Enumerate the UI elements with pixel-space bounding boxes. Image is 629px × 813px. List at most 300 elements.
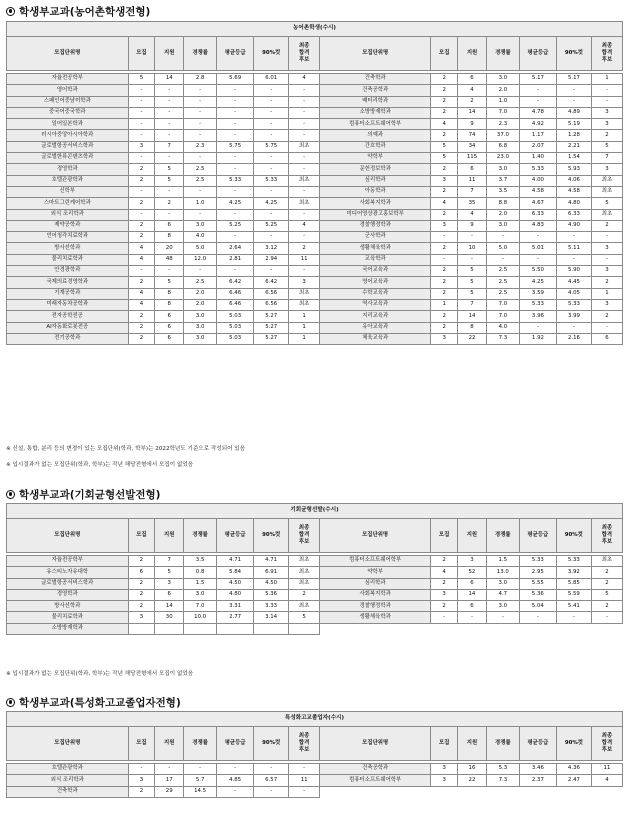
90-cut-cell: - bbox=[254, 232, 289, 243]
90-cut-cell: 4.45 bbox=[556, 277, 591, 288]
applicants-cell: 6 bbox=[458, 601, 487, 612]
avg-grade-cell: 1.17 bbox=[519, 130, 556, 141]
quota-cell: 2 bbox=[128, 556, 155, 567]
column-header-ratio: 경쟁률 bbox=[486, 727, 519, 761]
header-row bbox=[7, 727, 623, 761]
section-title-vocational bbox=[6, 695, 181, 709]
avg-grade-cell: 4.80 bbox=[217, 589, 254, 600]
final-cell: 5 bbox=[591, 141, 622, 152]
90-cut-cell: - bbox=[254, 153, 289, 164]
name-cell: 자율전공학부 bbox=[7, 556, 129, 567]
ratio-cell: - bbox=[184, 107, 217, 118]
applicants-cell: - bbox=[458, 232, 487, 243]
quota-cell: 2 bbox=[431, 556, 458, 567]
final-cell: - bbox=[289, 107, 320, 118]
final-cell: - bbox=[591, 254, 622, 265]
ratio-cell: - bbox=[184, 85, 217, 96]
table-row bbox=[7, 198, 623, 209]
90-cut-cell: 5.75 bbox=[254, 141, 289, 152]
ratio-cell: 7.0 bbox=[486, 299, 519, 310]
name-cell: 경찰행정학과 bbox=[320, 601, 431, 612]
applicants-cell: 5 bbox=[155, 567, 184, 578]
quota-cell: 2 bbox=[128, 232, 155, 243]
quota-cell: - bbox=[128, 764, 155, 775]
applicants-cell: - bbox=[458, 612, 487, 623]
avg-grade-cell: 2.37 bbox=[519, 775, 556, 786]
ratio-cell: 4.0 bbox=[486, 322, 519, 333]
quota-cell: 3 bbox=[431, 333, 458, 344]
avg-grade-cell: - bbox=[519, 85, 556, 96]
final-cell: 최초 bbox=[591, 209, 622, 220]
quota-cell: 2 bbox=[128, 589, 155, 600]
final-cell: - bbox=[591, 612, 622, 623]
table-row bbox=[7, 299, 623, 310]
applicants-cell: - bbox=[155, 130, 184, 141]
applicants-cell: 5 bbox=[155, 277, 184, 288]
ratio-cell: 7.0 bbox=[184, 601, 217, 612]
name-cell: 미디어영상광고홍보학부 bbox=[320, 209, 431, 220]
empty-cell bbox=[431, 623, 458, 634]
applicants-cell: 34 bbox=[458, 141, 487, 152]
ratio-cell: 2.0 bbox=[486, 209, 519, 220]
ratio-cell: - bbox=[184, 266, 217, 277]
ratio-cell: 4.7 bbox=[486, 589, 519, 600]
quota-cell: 4 bbox=[128, 243, 155, 254]
ratio-cell: 23.0 bbox=[486, 153, 519, 164]
quota-cell: 2 bbox=[128, 311, 155, 322]
quota-cell: 2 bbox=[431, 322, 458, 333]
avg-grade-cell: 2.07 bbox=[519, 141, 556, 152]
applicants-cell: 4 bbox=[458, 85, 487, 96]
applicants-cell: 48 bbox=[155, 254, 184, 265]
quota-cell: - bbox=[431, 254, 458, 265]
90-cut-cell: 4.58 bbox=[556, 186, 591, 197]
name-cell: 역사교육과 bbox=[320, 299, 431, 310]
ratio-cell: 7.0 bbox=[486, 107, 519, 118]
90-cut-cell: 5.41 bbox=[556, 601, 591, 612]
name-cell: 방사선학과 bbox=[7, 243, 129, 254]
column-header-applicants: 지원 bbox=[458, 519, 487, 553]
name-cell: 방사선학과 bbox=[7, 601, 129, 612]
section-title-text: 학생부교과(특성화고교졸업자전형) bbox=[19, 696, 181, 709]
final-cell: - bbox=[591, 96, 622, 107]
final-cell: 7 bbox=[591, 153, 622, 164]
quota-cell: 1 bbox=[431, 299, 458, 310]
quota-cell: 2 bbox=[431, 601, 458, 612]
name-cell: 문헌정보학과 bbox=[320, 164, 431, 175]
name-cell: 언어청각치료학과 bbox=[7, 232, 129, 243]
column-header-name: 모집단위명 bbox=[7, 727, 129, 761]
final-cell: 3 bbox=[591, 107, 622, 118]
ratio-cell: 13.0 bbox=[486, 567, 519, 578]
ratio-cell: 3.7 bbox=[486, 175, 519, 186]
quota-cell: 2 bbox=[431, 96, 458, 107]
90-cut-cell: - bbox=[254, 85, 289, 96]
90-cut-cell: - bbox=[556, 232, 591, 243]
avg-grade-cell: - bbox=[519, 254, 556, 265]
quota-cell: 5 bbox=[431, 141, 458, 152]
applicants-cell: 14 bbox=[458, 311, 487, 322]
applicants-cell: 7 bbox=[155, 556, 184, 567]
note: ※ 입시결과가 없는 모집단위(학과, 학부)는 작년 해당전형에서 모집이 없었음 bbox=[6, 462, 194, 468]
ratio-cell: 2.5 bbox=[184, 164, 217, 175]
90-cut-cell: - bbox=[254, 130, 289, 141]
column-header-avg-grade: 평균등급 bbox=[217, 727, 254, 761]
applicants-cell: 14 bbox=[155, 601, 184, 612]
avg-grade-cell: 5.36 bbox=[519, 589, 556, 600]
table-title: 특성화고교졸업자(수시) bbox=[7, 712, 623, 727]
ratio-cell: 2.5 bbox=[184, 277, 217, 288]
avg-grade-cell: 2.64 bbox=[217, 243, 254, 254]
table-row bbox=[7, 322, 623, 333]
ratio-cell: 10.0 bbox=[184, 612, 217, 623]
column-header-applicants: 지원 bbox=[155, 727, 184, 761]
name-cell: 경영학과 bbox=[7, 164, 129, 175]
column-header-ratio: 경쟁률 bbox=[184, 727, 217, 761]
quota-cell: 2 bbox=[128, 333, 155, 344]
applicants-cell: 22 bbox=[458, 333, 487, 344]
name-cell: 외식 조리학과 bbox=[7, 775, 129, 786]
avg-grade-cell: - bbox=[217, 119, 254, 130]
applicants-cell: 14 bbox=[458, 589, 487, 600]
applicants-cell: 6 bbox=[458, 164, 487, 175]
final-cell: 5 bbox=[591, 589, 622, 600]
ratio-cell: 2.0 bbox=[486, 85, 519, 96]
name-cell: 호텔관광학과 bbox=[7, 764, 129, 775]
90-cut-cell: - bbox=[254, 764, 289, 775]
empty-cell bbox=[486, 623, 519, 634]
name-cell: 소방방재학과 bbox=[7, 623, 129, 634]
final-cell: 3 bbox=[591, 243, 622, 254]
column-header-90-cut: 90%컷 bbox=[556, 37, 591, 71]
ratio-cell: 2.0 bbox=[184, 299, 217, 310]
quota-cell: 2 bbox=[128, 786, 155, 797]
avg-grade-cell: 4.67 bbox=[519, 198, 556, 209]
name-cell: 자율전공학부 bbox=[7, 74, 129, 85]
quota-cell: 3 bbox=[128, 141, 155, 152]
applicants-cell: - bbox=[458, 254, 487, 265]
table-title: 기회균형선발(수시) bbox=[7, 504, 623, 519]
empty-cell bbox=[556, 623, 591, 634]
avg-grade-cell: 1.40 bbox=[519, 153, 556, 164]
90-cut-cell: 5.27 bbox=[254, 322, 289, 333]
90-cut-cell: 5.33 bbox=[556, 299, 591, 310]
name-cell: 물리치료학과 bbox=[7, 612, 129, 623]
header-row bbox=[7, 37, 623, 71]
section-title-text: 학생부교과(농어촌학생전형) bbox=[19, 5, 151, 18]
quota-cell: 2 bbox=[431, 186, 458, 197]
ratio-cell: 5.7 bbox=[184, 775, 217, 786]
ratio-cell: 1.5 bbox=[486, 556, 519, 567]
90-cut-cell: - bbox=[254, 786, 289, 797]
avg-grade-cell: - bbox=[217, 153, 254, 164]
90-cut-cell: 5.19 bbox=[556, 119, 591, 130]
empty-cell bbox=[458, 786, 487, 797]
applicants-cell: 52 bbox=[458, 567, 487, 578]
name-cell: 지리교육과 bbox=[320, 311, 431, 322]
90-cut-cell: 3.12 bbox=[254, 243, 289, 254]
quota-cell: 2 bbox=[431, 107, 458, 118]
name-cell: 사회복지학과 bbox=[320, 198, 431, 209]
ratio-cell: - bbox=[184, 209, 217, 220]
table-row bbox=[7, 175, 623, 186]
avg-grade-cell: 5.84 bbox=[217, 567, 254, 578]
applicants-cell: 11 bbox=[458, 175, 487, 186]
90-cut-cell: 5.33 bbox=[254, 175, 289, 186]
final-cell: 11 bbox=[289, 254, 320, 265]
column-header-final: 최종 합격 후보 bbox=[591, 727, 622, 761]
avg-grade-cell: 5.04 bbox=[519, 601, 556, 612]
applicants-cell: - bbox=[155, 186, 184, 197]
ratio-cell: 2.0 bbox=[184, 288, 217, 299]
ratio-cell: 3.0 bbox=[486, 220, 519, 231]
quota-cell: 2 bbox=[128, 220, 155, 231]
applicants-cell: 8 bbox=[155, 299, 184, 310]
section-title-rural bbox=[6, 4, 150, 18]
90-cut-cell: 4.50 bbox=[254, 578, 289, 589]
admissions-table-vocational bbox=[6, 711, 623, 798]
table-title: 농어촌학생(수시) bbox=[7, 22, 623, 37]
table-row bbox=[7, 164, 623, 175]
name-cell: 심리학과 bbox=[320, 175, 431, 186]
ratio-cell: 2.5 bbox=[184, 175, 217, 186]
quota-cell: 2 bbox=[431, 243, 458, 254]
note: ※ 입시결과가 없는 모집단위(학과, 학부)는 작년 해당전형에서 모집이 없었음 bbox=[6, 671, 194, 677]
ratio-cell: 2.5 bbox=[486, 288, 519, 299]
name-cell: 의예과 bbox=[320, 130, 431, 141]
table-row bbox=[7, 141, 623, 152]
name-cell: 글로벌항공서비스학과 bbox=[7, 141, 129, 152]
table-row bbox=[7, 232, 623, 243]
quota-cell: 3 bbox=[431, 764, 458, 775]
applicants-cell: 7 bbox=[458, 186, 487, 197]
avg-grade-cell: - bbox=[217, 96, 254, 107]
avg-grade-cell: 5.50 bbox=[519, 266, 556, 277]
empty-cell bbox=[431, 786, 458, 797]
ratio-cell: - bbox=[184, 96, 217, 107]
admissions-table-rural bbox=[6, 21, 623, 345]
applicants-cell: 22 bbox=[458, 775, 487, 786]
avg-grade-cell: 5.03 bbox=[217, 311, 254, 322]
ratio-cell: 4.0 bbox=[184, 232, 217, 243]
ratio-cell: 2.3 bbox=[184, 141, 217, 152]
ratio-cell: 2.3 bbox=[486, 119, 519, 130]
table-row bbox=[7, 567, 623, 578]
avg-grade-cell: 4.83 bbox=[519, 220, 556, 231]
90-cut-cell: 3.14 bbox=[254, 612, 289, 623]
90-cut-cell: - bbox=[254, 186, 289, 197]
name-cell: 안경광학과 bbox=[7, 266, 129, 277]
name-cell: 일어일본학과 bbox=[7, 119, 129, 130]
applicants-cell: 2 bbox=[155, 198, 184, 209]
name-cell: 간호학과 bbox=[320, 141, 431, 152]
90-cut-cell: 6.56 bbox=[254, 299, 289, 310]
final-cell: 1 bbox=[591, 74, 622, 85]
table-row bbox=[7, 74, 623, 85]
name-cell: 국제의료경영학과 bbox=[7, 277, 129, 288]
name-cell: 경영학과 bbox=[7, 589, 129, 600]
avg-grade-cell: 5.33 bbox=[519, 164, 556, 175]
table-row bbox=[7, 786, 623, 797]
quota-cell: - bbox=[128, 96, 155, 107]
ratio-cell: 7.3 bbox=[486, 775, 519, 786]
applicants-cell: 5 bbox=[155, 175, 184, 186]
final-cell: 3 bbox=[591, 266, 622, 277]
90-cut-cell: 5.90 bbox=[556, 266, 591, 277]
quota-cell: - bbox=[431, 612, 458, 623]
90-cut-cell: - bbox=[254, 209, 289, 220]
ratio-cell: 2.5 bbox=[486, 266, 519, 277]
90-cut-cell: 3.92 bbox=[556, 567, 591, 578]
quota-cell: - bbox=[128, 85, 155, 96]
avg-grade-cell: 5.25 bbox=[217, 220, 254, 231]
ratio-cell: 5.3 bbox=[486, 764, 519, 775]
90-cut-cell: 5.93 bbox=[556, 164, 591, 175]
column-header-name: 모집단위명 bbox=[320, 37, 431, 71]
column-header-avg-grade: 평균등급 bbox=[519, 727, 556, 761]
name-cell: 스페인어중남미학과 bbox=[7, 96, 129, 107]
90-cut-cell: 5.59 bbox=[556, 589, 591, 600]
ratio-cell: 6.8 bbox=[486, 141, 519, 152]
ratio-cell: 1.5 bbox=[184, 578, 217, 589]
90-cut-cell: 6.91 bbox=[254, 567, 289, 578]
avg-grade-cell: - bbox=[217, 85, 254, 96]
ratio-cell: 3.0 bbox=[486, 578, 519, 589]
quota-cell: 3 bbox=[431, 589, 458, 600]
90-cut-cell: 5.85 bbox=[556, 578, 591, 589]
empty-cell bbox=[519, 623, 556, 634]
90-cut-cell: - bbox=[556, 85, 591, 96]
final-cell: 최초 bbox=[289, 175, 320, 186]
name-cell: 생활체육학과 bbox=[320, 612, 431, 623]
ratio-cell: - bbox=[486, 612, 519, 623]
column-header-name: 모집단위명 bbox=[7, 37, 129, 71]
90-cut-cell: 6.42 bbox=[254, 277, 289, 288]
final-cell: - bbox=[289, 119, 320, 130]
avg-grade-cell: 1.92 bbox=[519, 333, 556, 344]
final-cell: 1 bbox=[591, 288, 622, 299]
column-header-name: 모집단위명 bbox=[7, 519, 129, 553]
final-cell: 1 bbox=[289, 322, 320, 333]
column-header-final: 최종 합격 후보 bbox=[289, 727, 320, 761]
avg-grade-cell: 5.03 bbox=[217, 333, 254, 344]
90-cut-cell: - bbox=[556, 322, 591, 333]
table-row bbox=[7, 612, 623, 623]
avg-grade-cell: 6.33 bbox=[519, 209, 556, 220]
quota-cell: - bbox=[128, 119, 155, 130]
final-cell: 5 bbox=[591, 198, 622, 209]
table-row bbox=[7, 288, 623, 299]
column-header-final: 최종 합격 후보 bbox=[591, 37, 622, 71]
bullet-circle-icon bbox=[6, 698, 15, 707]
name-cell: 전기공학과 bbox=[7, 333, 129, 344]
90-cut-cell: 4.36 bbox=[556, 764, 591, 775]
name-cell: 생활체육학과 bbox=[320, 243, 431, 254]
90-cut-cell: 5.27 bbox=[254, 311, 289, 322]
table-row bbox=[7, 243, 623, 254]
quota-cell: 3 bbox=[128, 775, 155, 786]
applicants-cell: 9 bbox=[458, 119, 487, 130]
table-row bbox=[7, 85, 623, 96]
column-header-avg-grade: 평균등급 bbox=[217, 519, 254, 553]
90-cut-cell: 6.33 bbox=[556, 209, 591, 220]
column-header-applicants: 지원 bbox=[155, 519, 184, 553]
quota-cell: 2 bbox=[431, 74, 458, 85]
applicants-cell: 6 bbox=[458, 578, 487, 589]
name-cell: 미래자동차공학과 bbox=[7, 299, 129, 310]
final-cell: 2 bbox=[591, 311, 622, 322]
name-cell: 외식 조리학과 bbox=[7, 209, 129, 220]
final-cell: 6 bbox=[591, 333, 622, 344]
applicants-cell: 2 bbox=[458, 96, 487, 107]
column-header-90-cut: 90%컷 bbox=[254, 519, 289, 553]
table-row bbox=[7, 578, 623, 589]
name-cell: 컴퓨터소프트웨어학부 bbox=[320, 775, 431, 786]
name-cell: 배터리학과 bbox=[320, 96, 431, 107]
applicants-cell: 3 bbox=[155, 578, 184, 589]
avg-grade-cell: 2.81 bbox=[217, 254, 254, 265]
quota-cell: 2 bbox=[128, 578, 155, 589]
avg-grade-cell: 4.25 bbox=[217, 198, 254, 209]
final-cell: 11 bbox=[289, 775, 320, 786]
ratio-cell: 2.8 bbox=[184, 74, 217, 85]
avg-grade-cell: 4.58 bbox=[519, 186, 556, 197]
table-title-row bbox=[7, 712, 623, 727]
name-cell: 기계공학과 bbox=[7, 288, 129, 299]
quota-cell: 3 bbox=[431, 175, 458, 186]
column-header-applicants: 지원 bbox=[458, 37, 487, 71]
avg-grade-cell: - bbox=[217, 266, 254, 277]
avg-grade-cell: 5.03 bbox=[217, 322, 254, 333]
final-cell: - bbox=[289, 130, 320, 141]
applicants-cell: 4 bbox=[458, 209, 487, 220]
quota-cell: 2 bbox=[431, 164, 458, 175]
final-cell: 최초 bbox=[591, 175, 622, 186]
section-title-opportunity bbox=[6, 487, 160, 501]
quota-cell: 3 bbox=[431, 220, 458, 231]
column-header-ratio: 경쟁률 bbox=[184, 37, 217, 71]
final-cell: 최초 bbox=[591, 556, 622, 567]
name-cell: 유스티노자유대학 bbox=[7, 567, 129, 578]
ratio-cell: 1.0 bbox=[486, 96, 519, 107]
final-cell: 4 bbox=[289, 74, 320, 85]
quota-cell: 2 bbox=[431, 578, 458, 589]
final-cell: 2 bbox=[591, 220, 622, 231]
avg-grade-cell: 5.75 bbox=[217, 141, 254, 152]
90-cut-cell: 5.17 bbox=[556, 74, 591, 85]
final-cell: - bbox=[289, 186, 320, 197]
final-cell: 3 bbox=[591, 164, 622, 175]
avg-grade-cell: 4.00 bbox=[519, 175, 556, 186]
name-cell: 체육교육과 bbox=[320, 333, 431, 344]
applicants-cell: 6 bbox=[155, 333, 184, 344]
avg-grade-cell: 5.33 bbox=[217, 175, 254, 186]
applicants-cell: 6 bbox=[458, 74, 487, 85]
table-row bbox=[7, 186, 623, 197]
final-cell: 2 bbox=[591, 578, 622, 589]
avg-grade-cell: 5.33 bbox=[519, 556, 556, 567]
name-cell: 건축공학과 bbox=[320, 764, 431, 775]
final-cell: 최초 bbox=[289, 198, 320, 209]
avg-grade-cell: 5.33 bbox=[519, 299, 556, 310]
applicants-cell: 6 bbox=[155, 311, 184, 322]
90-cut-cell: - bbox=[254, 96, 289, 107]
ratio-cell: 2.5 bbox=[486, 277, 519, 288]
table-row bbox=[7, 107, 623, 118]
ratio-cell: 3.0 bbox=[184, 589, 217, 600]
ratio-cell: 7.3 bbox=[486, 333, 519, 344]
name-cell: 글로벌한류콘텐츠학과 bbox=[7, 153, 129, 164]
